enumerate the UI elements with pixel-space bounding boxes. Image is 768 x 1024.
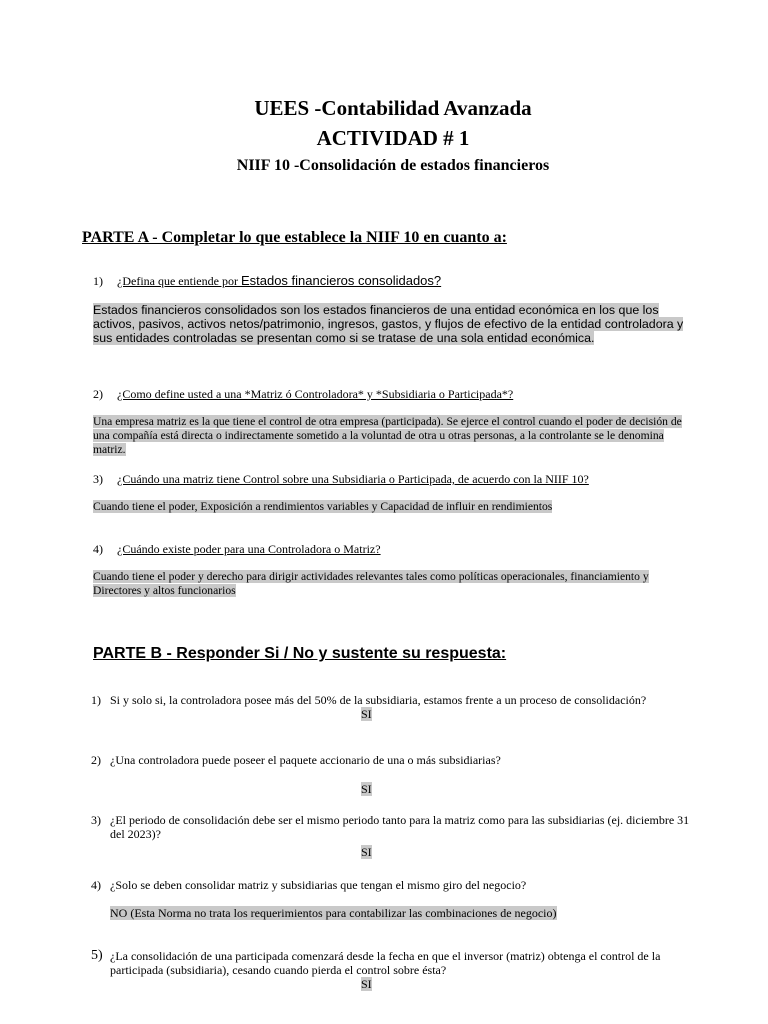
- answer-value: [361, 782, 372, 797]
- answer-value: [361, 845, 372, 860]
- document-title: UEES -Contabilidad Avanzada: [254, 96, 532, 120]
- answer-block: [93, 303, 693, 345]
- answer-text: Cuando tiene el poder, Exposición a rendimientos variables y Capacidad de influir en rendimientos: [93, 500, 553, 513]
- question-text: [117, 273, 441, 289]
- answer-text: SI: [361, 782, 372, 796]
- activity-title: ACTIVIDAD # 1: [316, 126, 470, 150]
- part-a-heading: PARTE A - Completar lo que establece la NIIF 10 en cuanto a:: [82, 229, 507, 246]
- answer-text: SI: [361, 845, 372, 859]
- question-text: ¿Cuándo existe poder para una Controladora o Matriz?: [117, 542, 381, 556]
- question-prefix: ¿Defina que entiende por: [117, 274, 241, 288]
- document-subtitle: NIIF 10 -Consolidación de estados financieros: [236, 157, 550, 174]
- question-number: 5): [91, 948, 103, 963]
- question-number: 3): [91, 813, 101, 827]
- answer-text: SI: [361, 707, 372, 721]
- answer-text: SI: [361, 977, 372, 991]
- question-number: 1): [91, 693, 101, 707]
- question-number: 4): [91, 878, 101, 892]
- answer-text: Cuando tiene el poder y derecho para dirigir actividades relevantes tales como políticas operacionales, financiamiento y Directores y altos funcionarios: [93, 570, 649, 597]
- answer-block: [110, 906, 710, 920]
- answer-block: [93, 500, 693, 514]
- answer-text: NO (Esta Norma no trata los requerimientos para contabilizar las combinaciones de negocio): [110, 906, 557, 920]
- answer-value: [361, 977, 372, 992]
- answer-text: Estados financieros consolidados son los estados financieros de una entidad económica en los que los activos, pasivos, activos netos/patrimonio, ingresos, gastos, y flujos de efectivo de la entidad controladora y sus entidades controladas se presentan como si se tratase de una sola entidad económica.: [93, 303, 684, 345]
- question-text: ¿Solo se deben consolidar matriz y subsidiarias que tengan el mismo giro del negocio?: [110, 878, 527, 892]
- question-number: 1): [93, 274, 103, 288]
- question-text: ¿Como define usted a una *Matriz ó Controladora* y *Subsidiaria o Participada*?: [117, 387, 514, 401]
- question-text: ¿La consolidación de una participada comenzará desde la fecha en que el inversor (matriz) obtenga el control de la participada (subsidiaria), cesando cuando pierda el control sobre ésta?: [110, 949, 661, 977]
- part-b-heading: PARTE B - Responder Si / No y sustente su respuesta:: [93, 645, 507, 662]
- answer-value: [361, 707, 372, 722]
- question-text: Si y solo si, la controladora posee más del 50% de la subsidiaria, estamos frente a un proceso de consolidación?: [110, 693, 647, 707]
- question-term: Estados financieros consolidados?: [240, 273, 442, 288]
- question-text: ¿Una controladora puede poseer el paquete accionario de una o más subsidiarias?: [110, 753, 501, 767]
- question-number: 2): [93, 387, 103, 401]
- question-text: ¿Cuándo una matriz tiene Control sobre una Subsidiaria o Participada, de acuerdo con la NIIF 10?: [117, 472, 589, 486]
- answer-block: [93, 415, 683, 457]
- question-number: 3): [93, 472, 103, 486]
- answer-block: [93, 570, 653, 598]
- question-number: 4): [93, 542, 103, 556]
- question-number: 2): [91, 753, 101, 767]
- question-text: ¿El periodo de consolidación debe ser el mismo periodo tanto para la matriz como para las subsidiarias (ej. diciembre 31 del 2023)?: [110, 813, 690, 841]
- answer-text: Una empresa matriz es la que tiene el control de otra empresa (participada). Se ejerce el control cuando el poder de decisión de una compañía está directa o indirectamente sometido a la voluntad de otra u otras personas, a la controlante se le denomina matriz.: [93, 415, 682, 456]
